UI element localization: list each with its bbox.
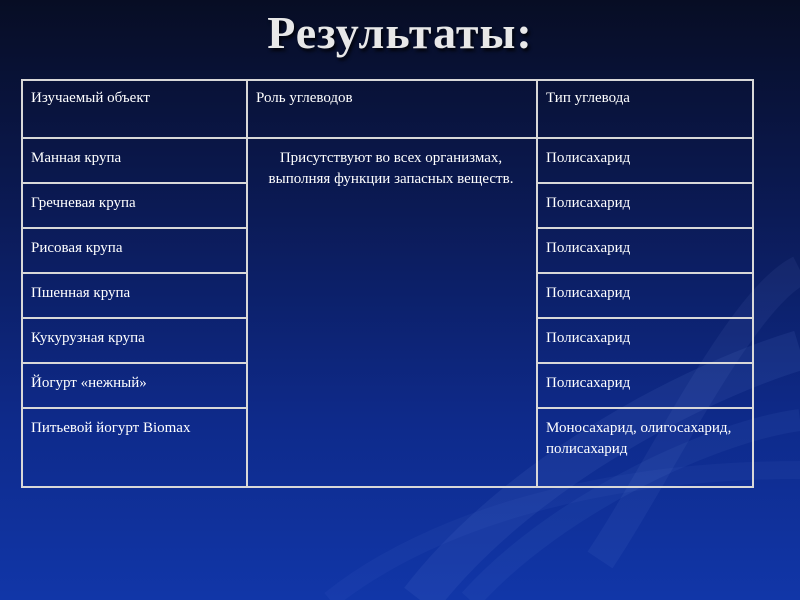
header-object: Изучаемый объект bbox=[22, 80, 247, 138]
type-cell: Моносахарид, олигосахарид, полисахарид bbox=[537, 408, 753, 487]
object-cell: Питьевой йогурт Biomax bbox=[22, 408, 247, 487]
results-table bbox=[21, 79, 754, 488]
type-cell: Полисахарид bbox=[537, 318, 753, 363]
object-cell: Рисовая крупа bbox=[22, 228, 247, 273]
object-cell: Пшенная крупа bbox=[22, 273, 247, 318]
table-row bbox=[22, 138, 753, 183]
table-header-row bbox=[22, 80, 753, 138]
object-cell: Йогурт «нежный» bbox=[22, 363, 247, 408]
object-cell: Гречневая крупа bbox=[22, 183, 247, 228]
type-cell: Полисахарид bbox=[537, 363, 753, 408]
header-role: Роль углеводов bbox=[247, 80, 537, 138]
header-type: Тип углевода bbox=[537, 80, 753, 138]
type-cell: Полисахарид bbox=[537, 183, 753, 228]
type-cell: Полисахарид bbox=[537, 138, 753, 183]
object-cell: Кукурузная крупа bbox=[22, 318, 247, 363]
type-cell: Полисахарид bbox=[537, 273, 753, 318]
type-cell: Полисахарид bbox=[537, 228, 753, 273]
object-cell: Манная крупа bbox=[22, 138, 247, 183]
slide-title: Результаты: bbox=[267, 7, 533, 58]
role-cell: Присутствуют во всех организмах, выполняя функции запасных веществ. bbox=[247, 138, 537, 487]
